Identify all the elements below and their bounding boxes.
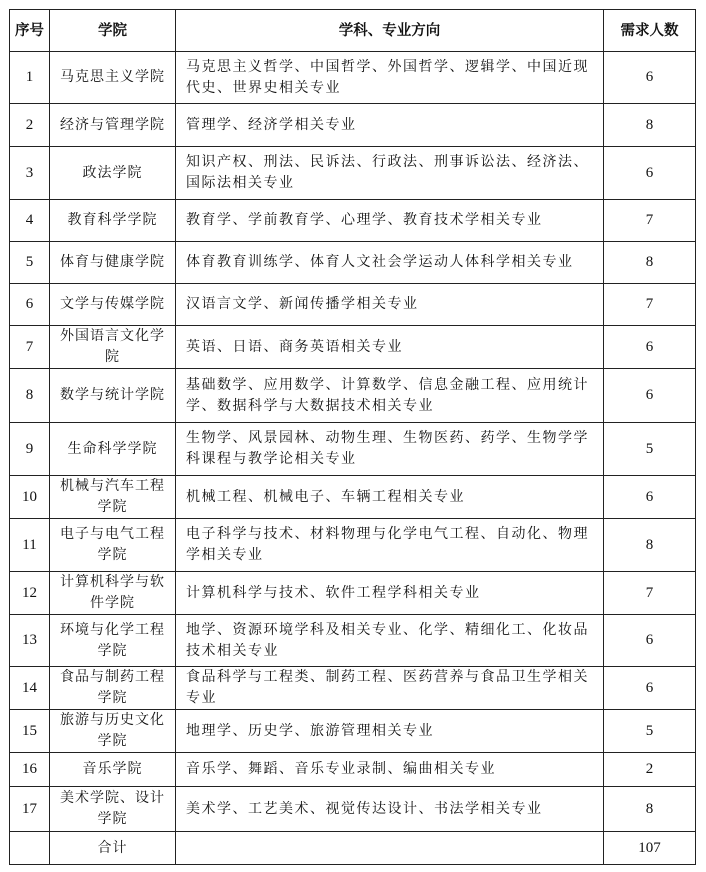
row-count: 8 — [604, 242, 696, 284]
row-college: 生命科学学院 — [50, 423, 176, 476]
table-row — [10, 284, 696, 326]
row-college: 政法学院 — [50, 147, 176, 200]
row-subject: 汉语言文学、新闻传播学相关专业 — [176, 284, 604, 326]
row-subject: 管理学、经济学相关专业 — [176, 104, 604, 147]
row-college: 音乐学院 — [50, 753, 176, 787]
row-college: 旅游与历史文化学院 — [50, 710, 176, 753]
row-no: 8 — [10, 369, 50, 423]
row-subject: 英语、日语、商务英语相关专业 — [176, 326, 604, 369]
row-count: 6 — [604, 369, 696, 423]
row-count: 6 — [604, 667, 696, 710]
row-college: 食品与制药工程学院 — [50, 667, 176, 710]
row-no: 2 — [10, 104, 50, 147]
row-no: 9 — [10, 423, 50, 476]
table-row — [10, 242, 696, 284]
row-count: 6 — [604, 52, 696, 104]
header-no: 序号 — [10, 10, 50, 52]
total-count: 107 — [604, 832, 696, 865]
table-row — [10, 369, 696, 423]
row-no: 1 — [10, 52, 50, 104]
row-count: 7 — [604, 284, 696, 326]
table-total-row — [10, 832, 696, 865]
row-college: 经济与管理学院 — [50, 104, 176, 147]
row-no: 14 — [10, 667, 50, 710]
table-row — [10, 615, 696, 667]
row-subject: 地理学、历史学、旅游管理相关专业 — [176, 710, 604, 753]
table-row — [10, 476, 696, 519]
header-subject: 学科、专业方向 — [176, 10, 604, 52]
row-no: 16 — [10, 753, 50, 787]
header-count: 需求人数 — [604, 10, 696, 52]
row-no: 3 — [10, 147, 50, 200]
row-college: 外国语言文化学院 — [50, 326, 176, 369]
row-no: 13 — [10, 615, 50, 667]
row-no: 10 — [10, 476, 50, 519]
row-no: 5 — [10, 242, 50, 284]
row-subject: 计算机科学与技术、软件工程学科相关专业 — [176, 572, 604, 615]
total-no — [10, 832, 50, 865]
row-no: 6 — [10, 284, 50, 326]
table-row — [10, 787, 696, 832]
table-row — [10, 200, 696, 242]
row-count: 6 — [604, 476, 696, 519]
row-count: 7 — [604, 572, 696, 615]
total-subject — [176, 832, 604, 865]
table-header-row — [10, 10, 696, 52]
table-row — [10, 667, 696, 710]
row-college: 马克思主义学院 — [50, 52, 176, 104]
row-count: 6 — [604, 147, 696, 200]
row-count: 2 — [604, 753, 696, 787]
row-count: 5 — [604, 423, 696, 476]
row-subject: 音乐学、舞蹈、音乐专业录制、编曲相关专业 — [176, 753, 604, 787]
row-count: 7 — [604, 200, 696, 242]
row-subject: 教育学、学前教育学、心理学、教育技术学相关专业 — [176, 200, 604, 242]
table-row — [10, 572, 696, 615]
row-college: 美术学院、设计学院 — [50, 787, 176, 832]
table-row — [10, 52, 696, 104]
table-row — [10, 423, 696, 476]
row-no: 4 — [10, 200, 50, 242]
recruitment-table — [9, 9, 696, 865]
row-subject: 基础数学、应用数学、计算数学、信息金融工程、应用统计学、数据科学与大数据技术相关专业 — [176, 369, 604, 423]
table-row — [10, 753, 696, 787]
row-no: 17 — [10, 787, 50, 832]
table-row — [10, 326, 696, 369]
row-college: 机械与汽车工程学院 — [50, 476, 176, 519]
row-no: 15 — [10, 710, 50, 753]
table-row — [10, 104, 696, 147]
row-subject: 地学、资源环境学科及相关专业、化学、精细化工、化妆品技术相关专业 — [176, 615, 604, 667]
row-college: 计算机科学与软件学院 — [50, 572, 176, 615]
row-subject: 体育教育训练学、体育人文社会学运动人体科学相关专业 — [176, 242, 604, 284]
row-no: 7 — [10, 326, 50, 369]
row-count: 6 — [604, 326, 696, 369]
row-subject: 马克思主义哲学、中国哲学、外国哲学、逻辑学、中国近现代史、世界史相关专业 — [176, 52, 604, 104]
row-count: 8 — [604, 519, 696, 572]
row-subject: 电子科学与技术、材料物理与化学电气工程、自动化、物理学相关专业 — [176, 519, 604, 572]
row-college: 数学与统计学院 — [50, 369, 176, 423]
row-subject: 美术学、工艺美术、视觉传达设计、书法学相关专业 — [176, 787, 604, 832]
row-subject: 知识产权、刑法、民诉法、行政法、刑事诉讼法、经济法、国际法相关专业 — [176, 147, 604, 200]
row-college: 电子与电气工程学院 — [50, 519, 176, 572]
table-row — [10, 519, 696, 572]
row-college: 体育与健康学院 — [50, 242, 176, 284]
row-subject: 机械工程、机械电子、车辆工程相关专业 — [176, 476, 604, 519]
row-count: 8 — [604, 104, 696, 147]
row-subject: 食品科学与工程类、制药工程、医药营养与食品卫生学相关专业 — [176, 667, 604, 710]
total-label: 合计 — [50, 832, 176, 865]
header-college: 学院 — [50, 10, 176, 52]
row-college: 环境与化学工程学院 — [50, 615, 176, 667]
row-count: 8 — [604, 787, 696, 832]
row-no: 12 — [10, 572, 50, 615]
row-count: 6 — [604, 615, 696, 667]
row-subject: 生物学、风景园林、动物生理、生物医药、药学、生物学学科课程与教学论相关专业 — [176, 423, 604, 476]
table-row — [10, 710, 696, 753]
table-row — [10, 147, 696, 200]
row-college: 教育科学学院 — [50, 200, 176, 242]
row-count: 5 — [604, 710, 696, 753]
row-no: 11 — [10, 519, 50, 572]
row-college: 文学与传媒学院 — [50, 284, 176, 326]
